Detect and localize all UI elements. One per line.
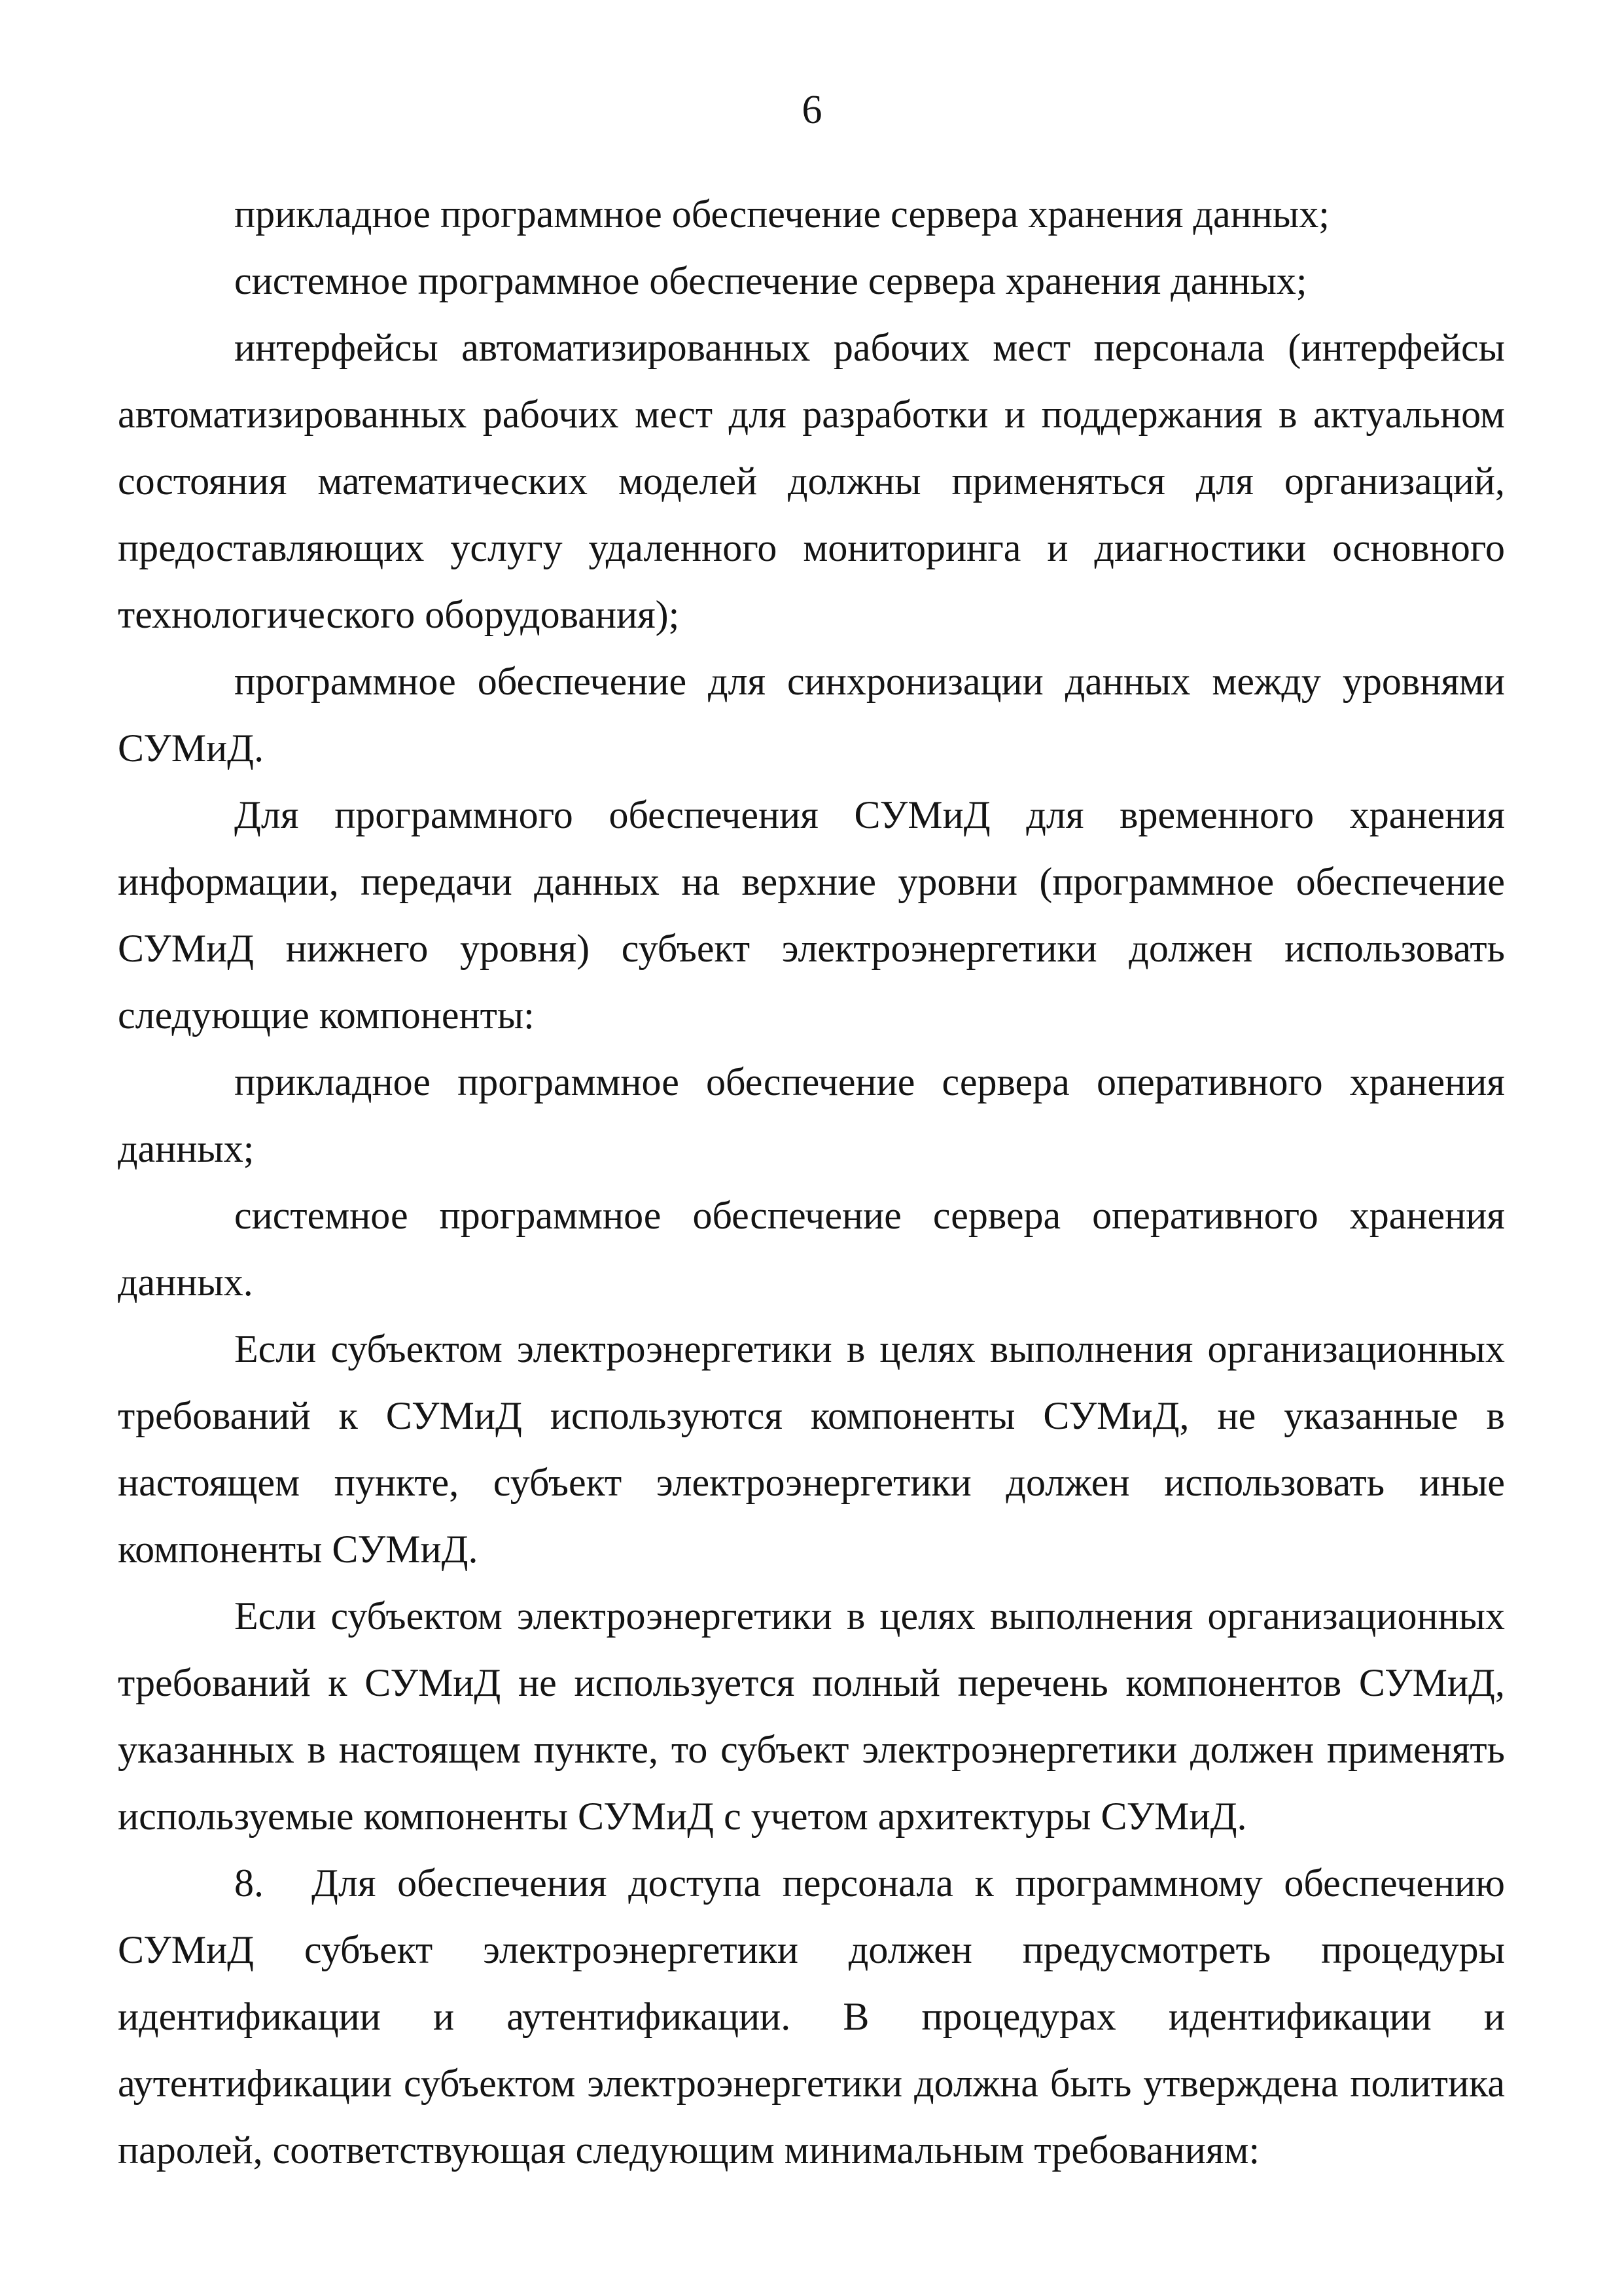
paragraph-system-software: системное программное обеспечение сервера хранения данных; bbox=[234, 259, 1307, 302]
paragraph-lower-level-components: Для программного обеспечения СУМиД для временного хранения информации, передачи данных на верхние уровни (программное обеспечение СУМиД нижнего уровня) субъект электроэнергетики должен использовать следующие компоненты: bbox=[118, 793, 1505, 1037]
paragraph-item-8 bbox=[118, 1850, 1505, 2183]
page-number: 6 bbox=[802, 88, 822, 132]
item-8-text: Для обеспечения доступа персонала к программному обеспечению СУМиД субъект электроэнергетики должен предусмотреть процедуры идентификации и аутентификации. В процедурах идентификации и аутентификации субъектом электроэнергетики должна быть утверждена политика паролей, соответствующая следующим минимальным требованиям: bbox=[118, 1861, 1505, 2172]
paragraph-other-components: Если субъектом электроэнергетики в целях выполнения организационных требований к СУМиД используются компоненты СУМиД, не указанные в настоящем пункте, субъект электроэнергетики должен использовать иные компоненты СУМиД. bbox=[118, 1327, 1505, 1571]
paragraph-operational-applied-software: прикладное программное обеспечение сервера оперативного хранения данных; bbox=[118, 1060, 1505, 1170]
paragraph-workstation-interfaces: интерфейсы автоматизированных рабочих мест персонала (интерфейсы автоматизированных рабочих мест для разработки и поддержания в актуальном состояния математических моделей должны применяться для организаций, предоставляющих услугу удаленного мониторинга и диагностики основного технологического оборудования); bbox=[118, 326, 1505, 636]
document-body bbox=[118, 181, 1505, 2183]
paragraph-operational-system-software: системное программное обеспечение сервера оперативного хранения данных. bbox=[118, 1194, 1505, 1304]
paragraph-partial-components: Если субъектом электроэнергетики в целях выполнения организационных требований к СУМиД не используется полный перечень компонентов СУМиД, указанных в настоящем пункте, то субъект электроэнергетики должен применять используемые компоненты СУМиД с учетом архитектуры СУМиД. bbox=[118, 1594, 1505, 1838]
item-number: 8. bbox=[234, 1861, 264, 1905]
paragraph-applied-software: прикладное программное обеспечение сервера хранения данных; bbox=[234, 192, 1330, 236]
paragraph-sync-software: программное обеспечение для синхронизации данных между уровнями СУМиД. bbox=[118, 660, 1505, 770]
